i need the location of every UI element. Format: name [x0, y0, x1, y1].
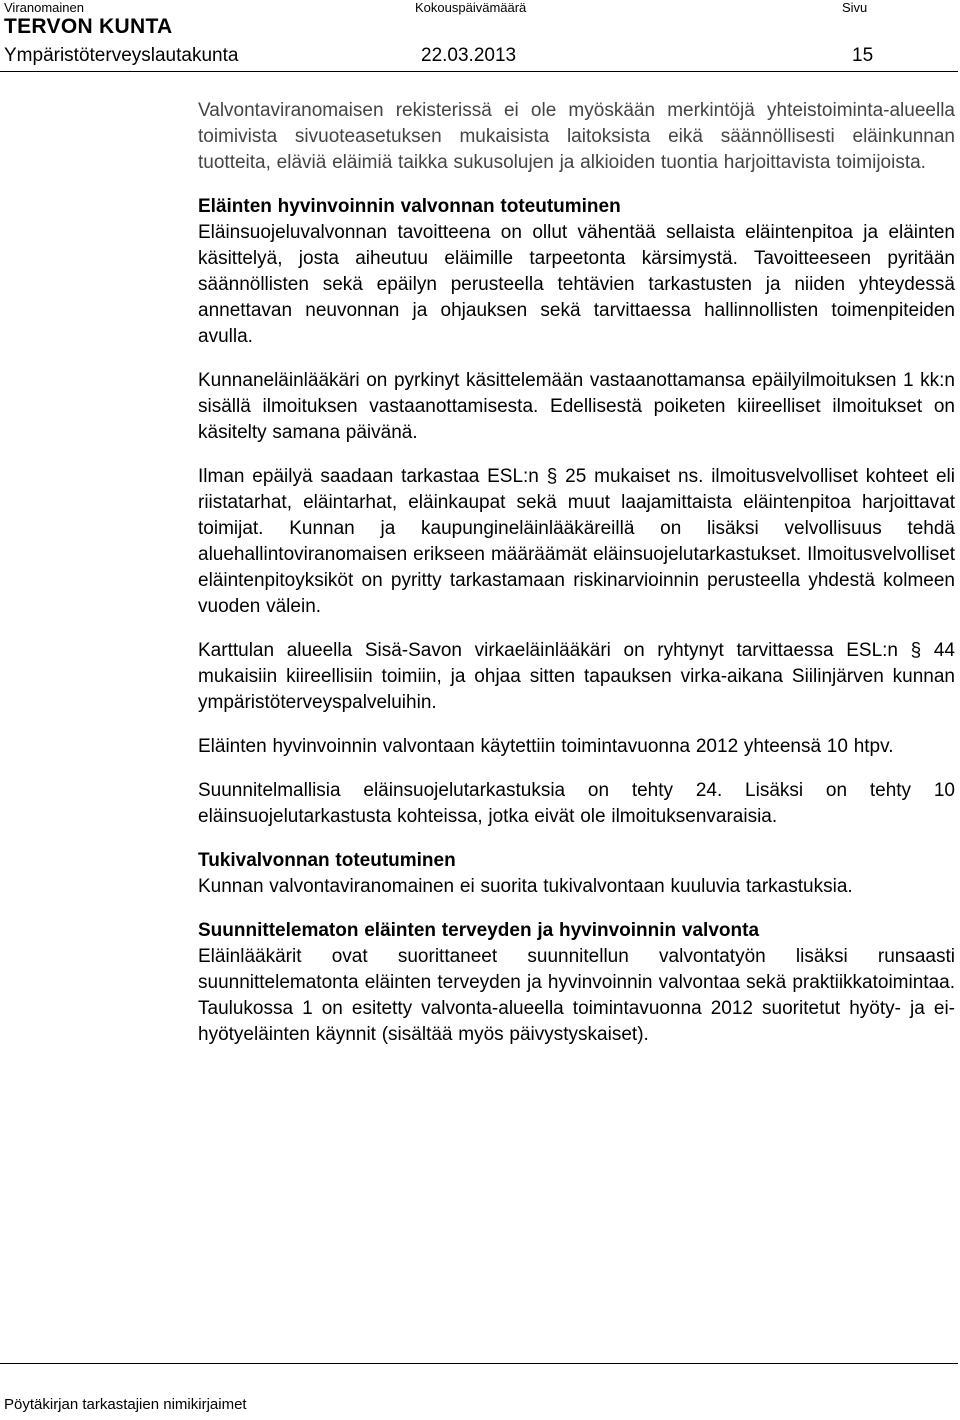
paragraph-suspicion-reports: Kunnaneläinlääkäri on pyrkinyt käsittelemään vastaanottamansa epäilyilmoituksen 1 kk:n sisällä ilmoituksen vastaanottamisesta. Edellisestä poiketen kiireelliset ilmoitukset on käsitelty samana päivänä. [198, 370, 955, 443]
municipality-name: TERVON KUNTA [4, 15, 173, 38]
board-name: Ympäristöterveyslautakunta [4, 45, 239, 66]
authority-label: Viranomainen [4, 0, 84, 15]
heading-subsidy-control: Tukivalvonnan toteutuminen [198, 850, 456, 871]
page-number: 15 [852, 45, 874, 66]
document-body [198, 98, 955, 1048]
page-label: Sivu [842, 0, 868, 15]
paragraph-inspections: Ilman epäilyä saadaan tarkastaa ESL:n § 25 mukaiset ns. ilmoitusvelvolliset kohteet eli riistatarhat, eläintarhat, eläinkaupat sekä muut laajamittaista eläintenpitoa harjoittavat toimijat. Kunnan ja kaupungineläinlääkäreillä on lisäksi velvollisuus tehdä aluehallintoviranomaisen erikseen määräämät eläinsuojelutarkastukset. Ilmoitusvelvolliset eläintenpitoyksiköt on pyritty tarkastamaan riskinarvioinnin perusteella yhdestä kolmeen vuoden välein. [198, 466, 955, 617]
paragraph-karttula: Karttulan alueella Sisä-Savon virkaeläinlääkäri on ryhtynyt tarvittaessa ESL:n § 44 mukaisiin kiireellisiin toimiin, ja ohjaa sitten tapauksen virka-aikana Siilinjärven kunnan ympäristöterveyspalveluihin. [198, 640, 955, 713]
heading-unplanned-supervision: Suunnittelematon eläinten terveyden ja hyvinvoinnin valvonta [198, 920, 760, 941]
heading-welfare-supervision: Eläinten hyvinvoinnin valvonnan toteutuminen [198, 196, 621, 217]
paragraph-unplanned-supervision: Eläinlääkärit ovat suorittaneet suunnitellun valvontatyön lisäksi runsaasti suunnittelematonta eläinten terveyden ja hyvinvoinnin valvontaa sekä praktiikkatoimintaa. Taulukossa 1 on esitetty valvonta-alueella toimintavuonna 2012 suoritetut hyöty- ja ei-hyötyeläinten käynnit (sisältää myös päivystyskaiset). [198, 946, 955, 1045]
paragraph-inspection-counts: Suunnitelmallisia eläinsuojelutarkastuksia on tehty 24. Lisäksi on tehty 10 eläinsuojelutarkastusta kohteissa, jotka eivät ole ilmoituksenvaraisia. [198, 780, 955, 827]
meeting-date-label: Kokouspäivämäärä [415, 0, 527, 15]
paragraph-subsidy-control: Kunnan valvontaviranomainen ei suorita tukivalvontaan kuuluvia tarkastuksia. [198, 876, 853, 897]
meeting-date: 22.03.2013 [421, 45, 517, 66]
paragraph-workdays: Eläinten hyvinvoinnin valvontaan käytettiin toimintavuonna 2012 yhteensä 10 htpv. [198, 736, 894, 757]
header-divider [0, 71, 958, 72]
footer-divider [0, 1363, 958, 1364]
footer-signatures-label: Pöytäkirjan tarkastajien nimikirjaimet [4, 1396, 247, 1413]
paragraph-registry: Valvontaviranomaisen rekisterissä ei ole myöskään merkintöjä yhteistoiminta-alueella toimivista sivuoteasetuksen mukaisista laitoksista eikä säännöllisesti eläinkunnan tuotteita, eläviä eläimiä taikka sukusolujen ja alkioiden tuontia harjoittavista toimijoista. [198, 100, 955, 173]
paragraph-welfare-goal: Eläinsuojeluvalvonnan tavoitteena on ollut vähentää sellaista eläintenpitoa ja eläinten käsittelyä, josta aiheutuu eläimille tarpeetonta kärsimystä. Tavoitteeseen pyritään säännöllisten sekä epäilyn perusteella tehtävien tarkastusten ja niiden yhteydessä annettavan neuvonnan ja ohjauksen sekä tarvittaessa hallinnollisten toimenpiteiden avulla. [198, 222, 955, 347]
